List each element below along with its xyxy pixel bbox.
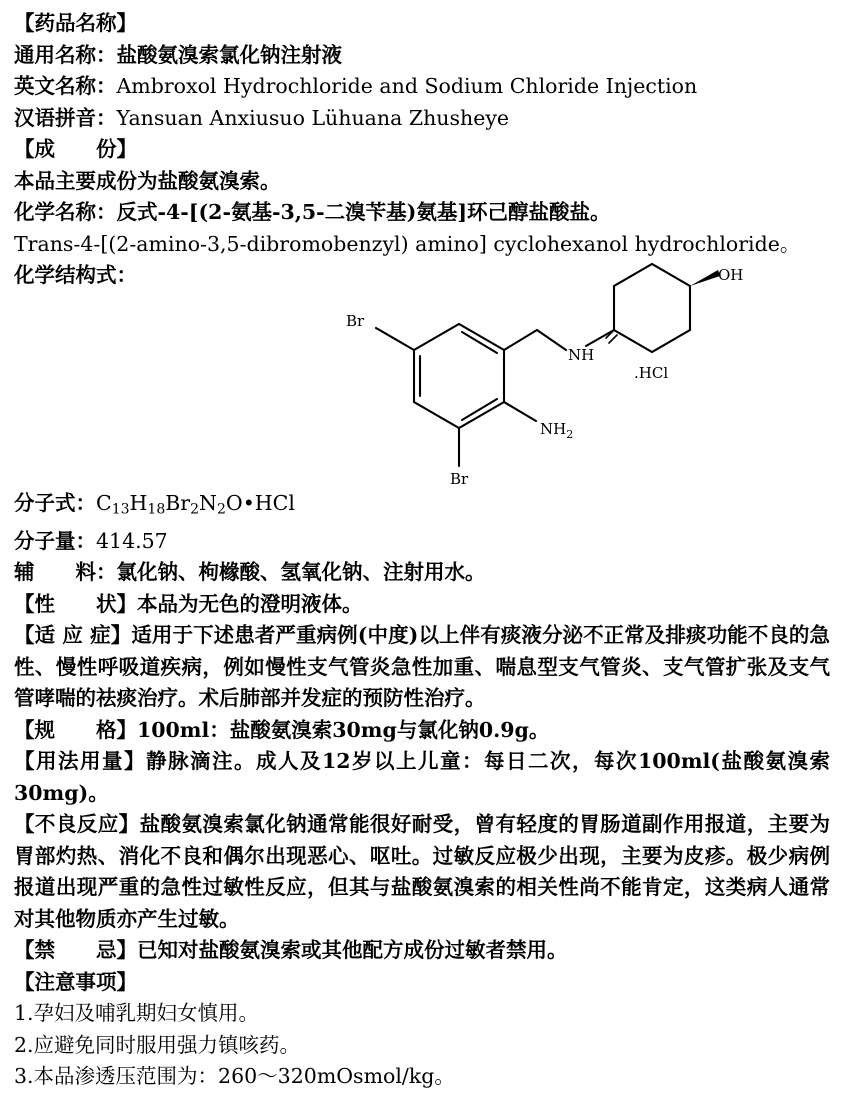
specification-label: 【规 格】 <box>14 717 137 742</box>
excipients-value: 氯化钠、枸橼酸、氢氧化钠、注射用水。 <box>116 560 486 584</box>
structure-caption: 化学结构式： <box>14 263 137 287</box>
section-heading-composition: 【成 份】 <box>14 137 137 161</box>
drug-name-pinyin-row <box>14 103 830 135</box>
indications-label: 【适 应 症】 <box>14 623 132 647</box>
chemical-name-label: 化学名称： <box>14 200 117 224</box>
indications-block <box>14 620 830 715</box>
generic-name-label: 通用名称： <box>14 42 117 67</box>
properties-row <box>14 589 830 621</box>
adverse-reactions-block <box>14 809 830 935</box>
atom-label-nh2: $NH_2$ <box>540 419 574 441</box>
english-name-label: 英文名称： <box>14 74 117 98</box>
generic-name-value: 盐酸氨溴索氯化钠注射液 <box>116 42 342 67</box>
molecular-formula-value: $C_{13}H_{18}Br_2N_2O•HCl$ <box>96 490 295 517</box>
dosage-value: 静脉滴注。成人及12岁以上儿童：每日二次，每次100ml(盐酸氨溴索30mg)。 <box>14 749 830 805</box>
properties-value: 本品为无色的澄明液体。 <box>137 591 363 616</box>
molecular-weight-value: 414.57 <box>96 528 168 553</box>
chemical-structure-svg <box>314 265 744 488</box>
drug-name-english-row <box>14 71 830 103</box>
pinyin-label: 汉语拼音： <box>14 105 117 130</box>
precaution-item-1: 1.孕妇及哺乳期妇女慎用。 <box>14 1001 260 1025</box>
properties-label: 【性 状】 <box>14 591 137 616</box>
atom-label-nh: NH <box>568 345 595 364</box>
english-name-value: Ambroxol Hydrochloride and Sodium Chloride Injection <box>116 74 698 98</box>
precaution-item-2: 2.应避免同时服用强力镇咳药。 <box>14 1032 301 1057</box>
chemical-name-row <box>14 197 830 229</box>
molecular-formula-row <box>14 488 830 526</box>
drug-name-generic-row <box>14 40 830 72</box>
adverse-reactions-label: 【不良反应】 <box>14 812 140 836</box>
contraindications-row <box>14 935 830 967</box>
contraindications-label: 【禁 忌】 <box>14 938 137 962</box>
dosage-label: 【用法用量】 <box>14 749 146 773</box>
chemical-name-latin-row <box>14 229 830 261</box>
specification-value: 100ml：盐酸氨溴索30mg与氯化钠0.9g。 <box>137 717 550 742</box>
atom-label-oh: OH <box>718 265 744 284</box>
composition-main-row <box>14 166 830 198</box>
adverse-reactions-value: 盐酸氨溴索氯化钠通常能很好耐受，曾有轻度的胃肠道副作用报道，主要为胃部灼热、消化不良和偶尔出现恶心、呕吐。过敏反应极少出现，主要为皮疹。极少病例报道出现严重的急性过敏性反应，但其与盐酸氨溴索的相关性尚不能肯定，这类病人通常对其他物质亦产生过敏。 <box>14 812 831 931</box>
atom-label-br-2: Br <box>450 469 469 488</box>
chemical-name-latin-value: Trans-4-[(2-amino-3,5-dibromobenzyl) amino] cyclohexanol hydrochloride。 <box>14 231 801 256</box>
excipients-label: 辅 料： <box>14 560 117 584</box>
molecular-formula-label: 分子式： <box>14 490 96 515</box>
atom-label-hcl: .HCl <box>634 363 669 382</box>
section-heading-drug-name: 【药品名称】 <box>14 11 137 35</box>
precaution-item-3: 3.本品渗透压范围为：260～320mOsmol/kg。 <box>14 1064 455 1088</box>
atom-label-br-1: Br <box>346 311 365 330</box>
molecular-weight-row <box>14 526 830 558</box>
dosage-block <box>14 746 830 809</box>
composition-main-value: 本品主要成份为盐酸氨溴索。 <box>14 168 281 193</box>
specification-row <box>14 715 830 747</box>
indications-value: 适用于下述患者严重病例(中度)以上伴有痰液分泌不正常及排痰功能不良的急性、慢性呼吸道疾病，例如慢性支气管炎急性加重、喘息型支气管炎、支气管扩张及支气管哮喘的祛痰治疗。术后肺部并发症的预防性治疗。 <box>14 623 830 710</box>
contraindications-value: 已知对盐酸氨溴索或其他配方成份过敏者禁用。 <box>137 938 568 962</box>
pinyin-value: Yansuan Anxiusuo Lühuana Zhusheye <box>116 105 510 130</box>
chemical-name-value: 反式-4-[(2-氨基-3,5-二溴苄基)氨基]环己醇盐酸盐。 <box>116 200 611 224</box>
section-heading-precautions: 【注意事项】 <box>14 969 137 994</box>
excipients-row <box>14 557 830 589</box>
molecular-weight-label: 分子量： <box>14 528 96 553</box>
